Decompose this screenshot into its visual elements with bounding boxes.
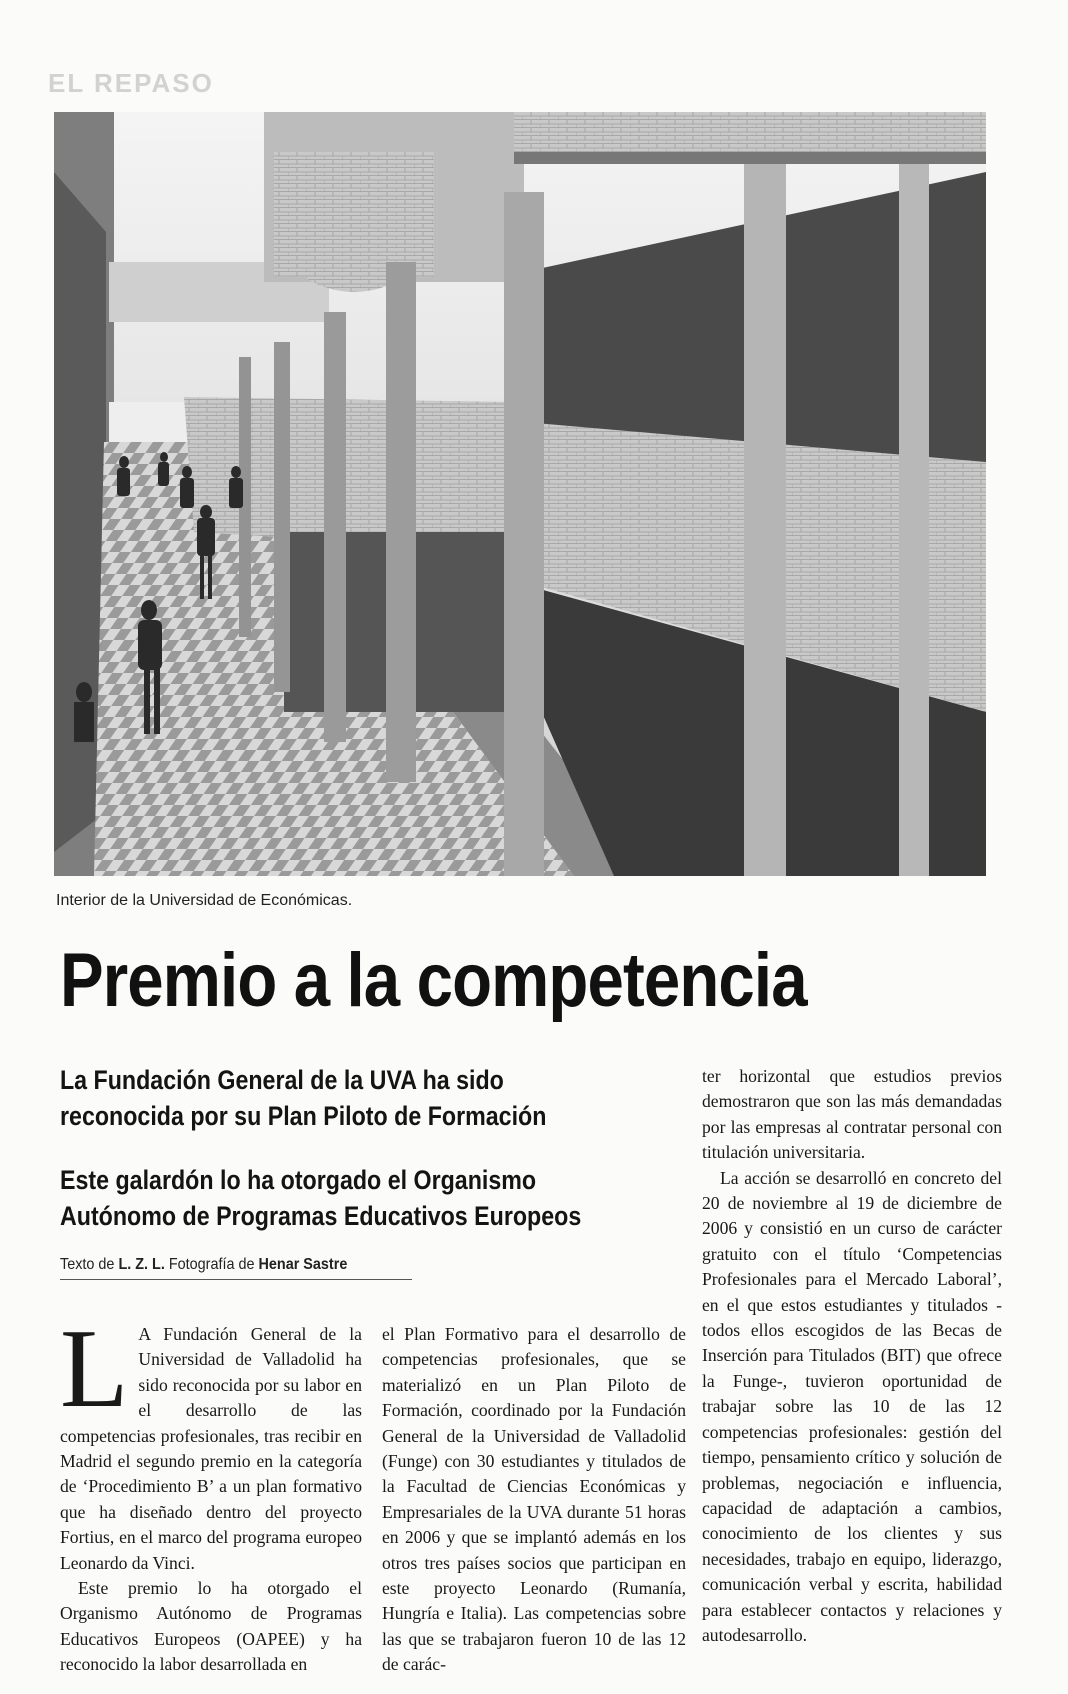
- article-column-3: [702, 1064, 1002, 1648]
- byline-text-prefix: Texto de: [60, 1256, 119, 1273]
- article-paragraph: Este premio lo ha otorgado el Organismo Autónomo de Programas Educativos Europeos (OAPEE) y ha reconocido la labor desarrollada en: [60, 1578, 362, 1675]
- paragraph-text: A Fundación General de la Universidad de Valladolid ha sido reconocida por su labor en el desarrollo de las competencias profesionales, tras recibir en Madrid el segundo premio en la categoría de ‘Procedimiento B’ a un plan formativo que ha diseñado dentro del proyecto Fortius, en el marco del programa europeo Leonardo da Vinci.: [60, 1324, 362, 1573]
- article-column-1: [60, 1307, 362, 1678]
- subheadline-2: Este galardón lo ha otorgado el Organismo Autónomo de Programas Educativos Europeos: [60, 1165, 582, 1231]
- university-interior-photo: [54, 112, 986, 876]
- photo-caption: Interior de la Universidad de Económicas.: [56, 892, 353, 909]
- article-paragraph: [60, 1307, 362, 1576]
- drop-cap: L: [60, 1307, 129, 1431]
- article-paragraph: el Plan Formativo para el desarrollo de competencias profesionales, que se materializó en un Plan Piloto de Formación, coordinado por la Fundación General de la Universidad de Valladolid (Funge) con 30 estudiantes y titulados de la Facultad de Ciencias Económicas y Empresariales de la UVA durante 51 horas en 2006 y que se implantó además en los otros tres países socios que participan en este proyecto Leonardo (Rumanía, Hungría e Italia). Las competencias sobre las que se trabajaron fueron 10 de las 12 de carác-: [382, 1324, 686, 1675]
- byline-photo-prefix: Fotografía de: [164, 1256, 259, 1273]
- article-column-2: [382, 1322, 686, 1678]
- byline-author: L. Z. L.: [118, 1256, 165, 1273]
- article-paragraph: La acción se desarrolló en concreto del 20 de noviembre al 19 de diciembre de 2006 y consistió en un curso de carácter gratuito con el título ‘Competencias Profesionales para el Mercado Laboral’, en el que estos estudiantes y titulados -todos ellos escogidos de las Becas de Inserción para Titulados (BIT) que ofrece la Funge-, tuvieron oportunidad de trabajar sobre las 10 de las 12 competencias profesionales: gestión del tiempo, pensamiento crítico y solución de problemas, negociación e influencia, capacidad de adaptación a cambios, conocimiento de los clientes y sus necesidades, trabajo en equipo, liderazgo, comunicación verbal y escrita, habilidad para establecer contactos y relaciones y autodesarrollo.: [702, 1167, 1002, 1645]
- byline-divider: [60, 1279, 412, 1280]
- byline-photographer: Henar Sastre: [258, 1256, 348, 1273]
- subheadline-1: La Fundación General de la UVA ha sido reconocida por su Plan Piloto de Formación: [60, 1065, 547, 1131]
- article-paragraph: ter horizontal que estudios previos demostraron que son las más demandadas por las empresas al contratar personal con titulación universitaria.: [702, 1066, 1002, 1163]
- headline: Premio a la competencia: [60, 938, 807, 1023]
- section-label: EL REPASO: [48, 68, 214, 98]
- byline: [60, 1256, 366, 1274]
